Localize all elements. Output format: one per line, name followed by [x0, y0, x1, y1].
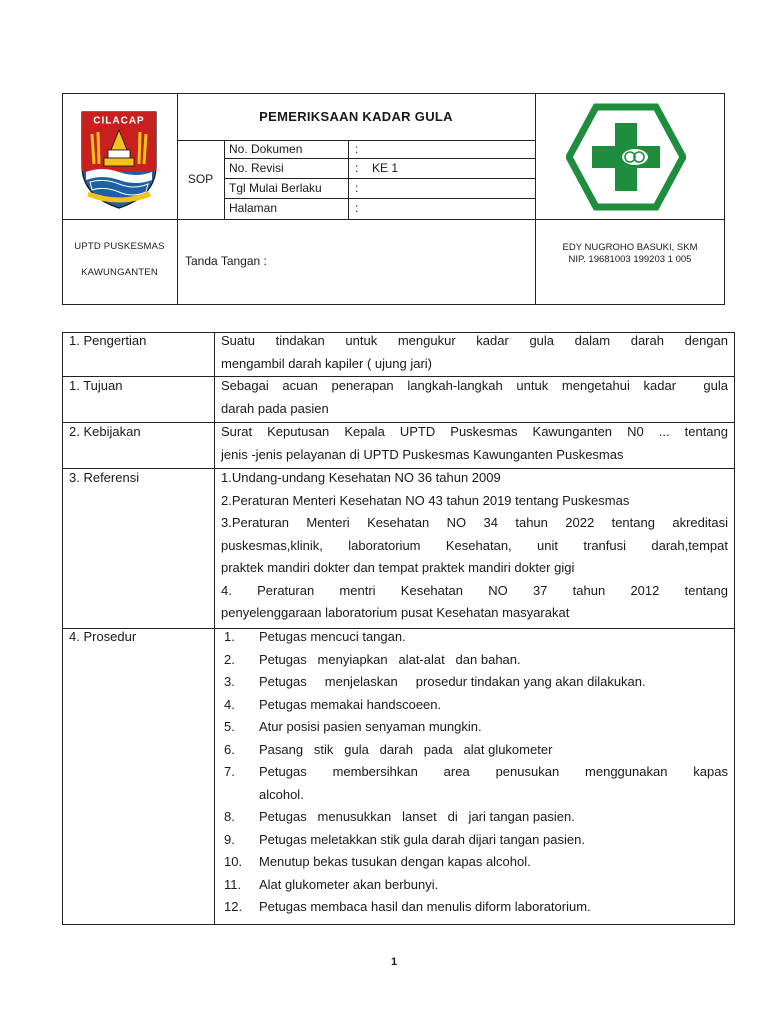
step-text: Menutup bekas tusukan dengan kapas alcohol. [259, 854, 531, 869]
step-text: Petugas menusukkan lanset di jari tangan pasien. [259, 809, 575, 824]
step-number: 2. [224, 651, 235, 667]
procedure-step [221, 874, 728, 897]
head-nip: NIP. 19681003 199203 1 005 [568, 254, 692, 265]
procedure-step [221, 896, 728, 919]
kebijakan-label: 2. Kebijakan [69, 424, 141, 439]
step-text: Atur posisi pasien senyaman mungkin. [259, 719, 482, 734]
procedure-step [221, 761, 728, 806]
revision-label: No. Revisi [229, 161, 284, 175]
signature-label: Tanda Tangan : [185, 254, 267, 268]
divider [62, 219, 725, 220]
step-number: 7. [224, 764, 235, 779]
referensi-line: 4. Peraturan mentri Kesehatan NO 37 tahun 2012 tentang [221, 582, 728, 598]
org-name-line1: UPTD PUSKESMAS [74, 241, 165, 252]
step-number: 9. [224, 831, 235, 847]
prosedur-steps [221, 626, 728, 919]
revision-sep: : [355, 161, 359, 175]
effective-date-sep: : [355, 181, 359, 195]
procedure-step [221, 649, 728, 672]
step-text: Petugas membaca hasil dan menulis diform laboratorium. [259, 899, 591, 914]
referensi-line: puskesmas,klinik, laboratorium Kesehatan, unit tranfusi darah,tempat [221, 537, 728, 553]
step-text: Pasang stik gula darah pada alat glukometer [259, 741, 553, 757]
procedure-step [221, 694, 728, 717]
divider [224, 140, 225, 219]
step-number: 10. [224, 854, 243, 869]
head-info [535, 242, 725, 266]
step-number: 12. [224, 899, 243, 914]
tujuan-text [221, 375, 728, 420]
step-number: 6. [224, 741, 235, 757]
tujuan-line: Sebagai acuan penerapan langkah-langkah untuk mengetahui kadar gula [221, 378, 728, 393]
referensi-line: penyelenggaraan laboratorium pusat Kesehatan masyarakat [221, 605, 570, 620]
step-text: Petugas menjelaskan prosedur tindakan yang akan dilakukan. [259, 674, 646, 689]
step-text-continued: alcohol. [259, 786, 304, 802]
divider [348, 140, 349, 219]
pengertian-text [221, 330, 728, 375]
step-number: 3. [224, 674, 235, 689]
step-text: Petugas memakai handscoeen. [259, 696, 442, 712]
divider [535, 93, 536, 305]
page-number: 1 [390, 956, 398, 968]
step-number: 11. [224, 876, 242, 892]
referensi-text [221, 467, 728, 625]
step-text: Alat glukometer akan berbunyi. [259, 876, 439, 892]
sop-label: SOP [187, 172, 214, 186]
kebijakan-text [221, 421, 728, 466]
step-number: 8. [224, 809, 235, 824]
cilacap-logo [76, 108, 162, 210]
referensi-line: 2.Peraturan Menteri Kesehatan NO 43 tahun 2019 tentang Puskesmas [221, 492, 630, 508]
pengertian-line: Suatu tindakan untuk mengukur kadar gula dalam darah dengan [221, 333, 728, 348]
kebijakan-line: jenis -jenis pelayanan di UPTD Puskesmas Kawunganten Puskesmas [221, 446, 624, 462]
effective-date-label: Tgl Mulai Berlaku [229, 181, 322, 195]
doc-number-sep: : [355, 142, 359, 156]
procedure-step [221, 806, 728, 829]
step-number: 1. [224, 629, 235, 644]
doc-number-label: No. Dokumen [229, 142, 303, 156]
step-number: 5. [224, 719, 235, 734]
revision-value: KE 1 [372, 161, 399, 175]
procedure-step [221, 671, 728, 694]
step-text: Petugas mencuci tangan. [259, 629, 406, 644]
page-label: Halaman [229, 201, 278, 215]
step-text: Petugas meletakkan stik gula darah dijari tangan pasien. [259, 831, 585, 847]
pengertian-label: 1. Pengertian [69, 333, 147, 348]
procedure-step [221, 739, 728, 762]
step-number: 4. [224, 696, 235, 712]
referensi-line: praktek mandiri dokter dan tempat praktek mandiri dokter gigi [221, 560, 575, 575]
kebijakan-line: Surat Keputusan Kepala UPTD Puskesmas Kawunganten N0 ... tentang [221, 424, 728, 439]
tujuan-line: darah pada pasien [221, 400, 329, 416]
pengertian-line: mengambil darah kapiler ( ujung jari) [221, 355, 432, 371]
org-name-line2: KAWUNGANTEN [81, 267, 158, 278]
sop-title: PEMERIKSAAN KADAR GULA [259, 109, 453, 124]
step-text: Petugas menyiapkan alat-alat dan bahan. [259, 651, 521, 667]
referensi-label: 3. Referensi [69, 470, 140, 485]
prosedur-label: 4. Prosedur [69, 629, 137, 644]
procedure-step [221, 716, 728, 739]
procedure-step [221, 626, 728, 649]
referensi-line: 3.Peraturan Menteri Kesehatan NO 34 tahun 2022 tentang akreditasi [221, 515, 728, 530]
step-text: Petugas membersihkan area penusukan menggunakan kapas [259, 764, 728, 779]
puskesmas-logo [566, 101, 686, 213]
org-name [62, 234, 177, 286]
logo-wordmark: CILACAP [93, 115, 145, 127]
referensi-line: 1.Undang-undang Kesehatan NO 36 tahun 2009 [221, 470, 501, 485]
procedure-step [221, 829, 728, 852]
tujuan-label: 1. Tujuan [69, 378, 123, 393]
page-sep: : [355, 201, 359, 215]
procedure-step [221, 851, 728, 874]
head-name: EDY NUGROHO BASUKI, SKM [562, 242, 698, 253]
